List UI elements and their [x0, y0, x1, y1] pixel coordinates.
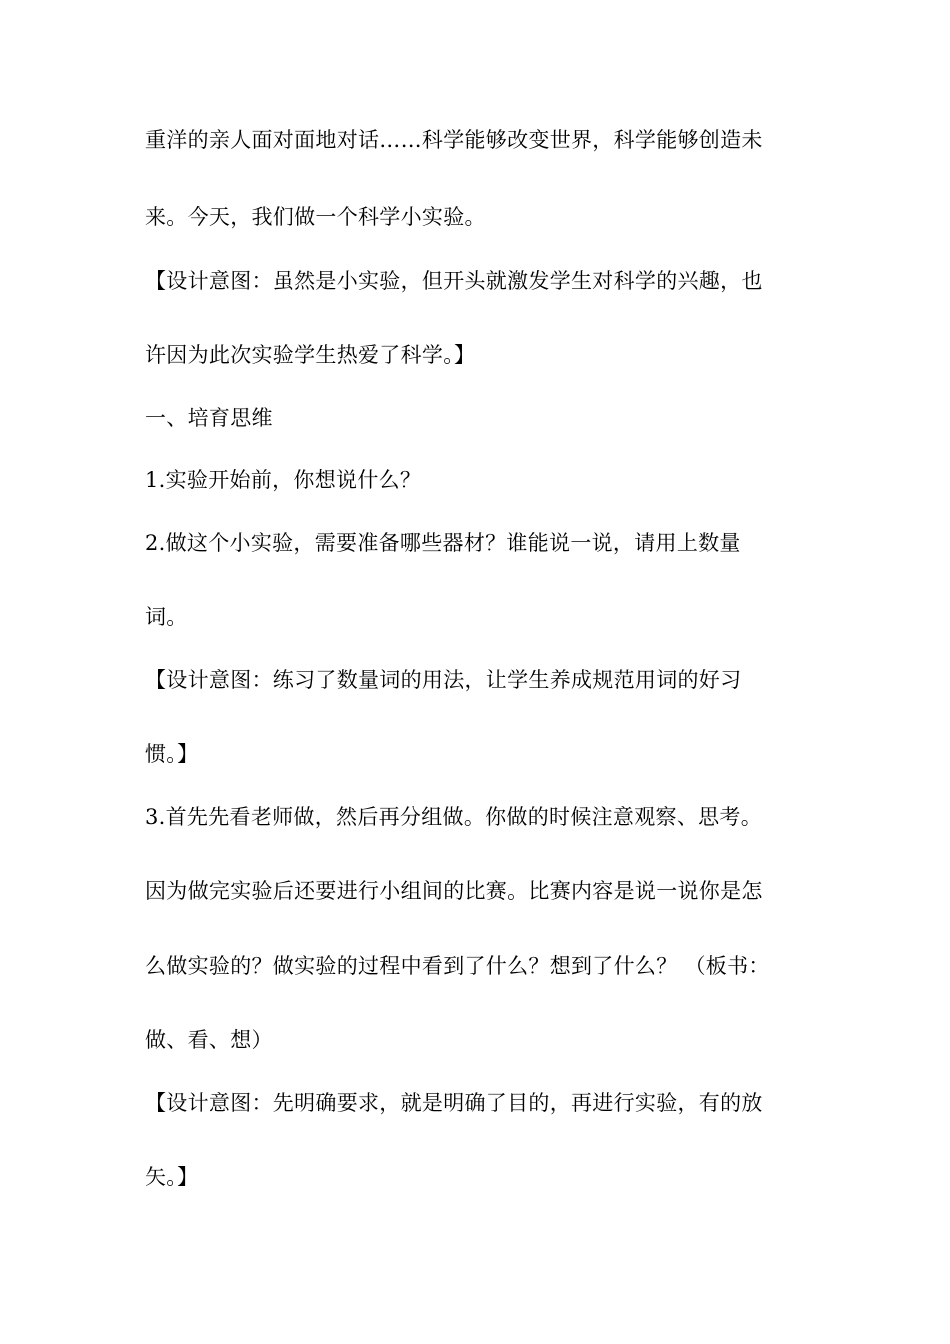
text-line: 重洋的亲人面对面地对话……科学能够改变世界，科学能够创造未 — [145, 128, 763, 152]
design-intent-note: 【设计意图：练习了数量词的用法，让学生养成规范用词的好习 — [145, 668, 742, 692]
design-intent-note: 惯。】 — [145, 742, 199, 766]
text-line: 来。今天，我们做一个科学小实验。 — [145, 205, 486, 229]
list-item: 么做实验的？做实验的过程中看到了什么？想到了什么？ （板书： — [145, 954, 770, 978]
list-item: 2.做这个小实验，需要准备哪些器材？谁能说一说，请用上数量 — [145, 531, 741, 555]
list-item: 做、看、想） — [145, 1028, 273, 1052]
design-intent-note: 【设计意图：虽然是小实验，但开头就激发学生对科学的兴趣，也 — [145, 269, 763, 293]
design-intent-note: 矢。】 — [145, 1165, 199, 1189]
design-intent-note: 【设计意图：先明确要求，就是明确了目的，再进行实验，有的放 — [145, 1091, 763, 1115]
section-heading: 一、培育思维 — [145, 406, 273, 430]
list-item: 因为做完实验后还要进行小组间的比赛。比赛内容是说一说你是怎 — [145, 879, 763, 903]
list-item: 词。 — [145, 605, 188, 629]
design-intent-note: 许因为此次实验学生热爱了科学。】 — [145, 343, 476, 367]
list-item: 1.实验开始前，你想说什么？ — [145, 468, 422, 492]
list-item: 3.首先先看老师做，然后再分组做。你做的时候注意观察、思考。 — [145, 805, 763, 829]
